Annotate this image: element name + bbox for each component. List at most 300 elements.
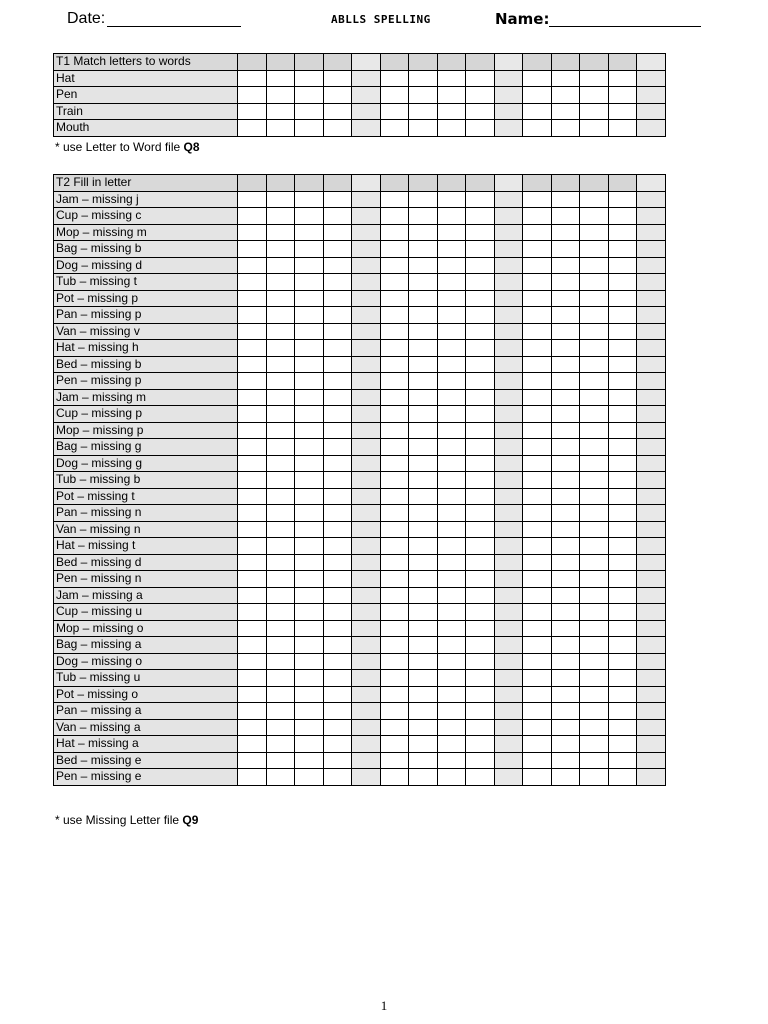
- tally-cell[interactable]: [466, 505, 495, 522]
- tally-cell[interactable]: [323, 587, 352, 604]
- tally-cell[interactable]: [352, 191, 381, 208]
- tally-cell[interactable]: [551, 769, 580, 786]
- tally-cell[interactable]: [380, 554, 409, 571]
- tally-cell[interactable]: [323, 637, 352, 654]
- tally-cell[interactable]: [295, 736, 324, 753]
- tally-cell[interactable]: [409, 103, 438, 120]
- tally-cell[interactable]: [238, 406, 267, 423]
- tally-cell[interactable]: [238, 472, 267, 489]
- tally-cell[interactable]: [466, 521, 495, 538]
- tally-cell[interactable]: [523, 103, 552, 120]
- tally-cell[interactable]: [352, 538, 381, 555]
- tally-cell[interactable]: [523, 686, 552, 703]
- tally-cell[interactable]: [580, 373, 609, 390]
- tally-cell[interactable]: [437, 208, 466, 225]
- tally-cell[interactable]: [580, 120, 609, 137]
- tally-cell[interactable]: [466, 455, 495, 472]
- tally-cell[interactable]: [323, 752, 352, 769]
- tally-cell[interactable]: [608, 191, 637, 208]
- tally-cell[interactable]: [523, 604, 552, 621]
- date-field-line[interactable]: [107, 26, 241, 27]
- tally-cell[interactable]: [266, 323, 295, 340]
- tally-cell[interactable]: [637, 290, 666, 307]
- tally-cell[interactable]: [380, 307, 409, 324]
- tally-cell[interactable]: [238, 587, 267, 604]
- tally-cell[interactable]: [637, 307, 666, 324]
- tally-cell[interactable]: [295, 719, 324, 736]
- tally-cell[interactable]: [608, 637, 637, 654]
- tally-cell[interactable]: [295, 769, 324, 786]
- tally-cell[interactable]: [580, 406, 609, 423]
- tally-cell[interactable]: [551, 208, 580, 225]
- tally-cell[interactable]: [323, 191, 352, 208]
- tally-cell[interactable]: [580, 719, 609, 736]
- tally-cell[interactable]: [523, 637, 552, 654]
- tally-cell[interactable]: [608, 439, 637, 456]
- tally-cell[interactable]: [494, 587, 523, 604]
- tally-cell[interactable]: [409, 120, 438, 137]
- tally-cell[interactable]: [352, 241, 381, 258]
- tally-cell[interactable]: [409, 736, 438, 753]
- tally-cell[interactable]: [380, 356, 409, 373]
- tally-cell[interactable]: [580, 70, 609, 87]
- tally-cell[interactable]: [523, 620, 552, 637]
- tally-cell[interactable]: [352, 340, 381, 357]
- tally-cell[interactable]: [551, 191, 580, 208]
- tally-cell[interactable]: [580, 736, 609, 753]
- tally-cell[interactable]: [238, 422, 267, 439]
- tally-cell[interactable]: [523, 422, 552, 439]
- tally-cell[interactable]: [380, 422, 409, 439]
- tally-cell[interactable]: [523, 307, 552, 324]
- tally-cell[interactable]: [238, 103, 267, 120]
- tally-cell[interactable]: [352, 439, 381, 456]
- tally-cell[interactable]: [266, 389, 295, 406]
- tally-cell[interactable]: [523, 752, 552, 769]
- tally-cell[interactable]: [494, 323, 523, 340]
- tally-cell[interactable]: [523, 257, 552, 274]
- tally-cell[interactable]: [580, 538, 609, 555]
- tally-cell[interactable]: [466, 208, 495, 225]
- tally-cell[interactable]: [608, 521, 637, 538]
- tally-cell[interactable]: [266, 274, 295, 291]
- tally-cell[interactable]: [238, 439, 267, 456]
- tally-cell[interactable]: [466, 373, 495, 390]
- tally-cell[interactable]: [551, 455, 580, 472]
- tally-cell[interactable]: [523, 208, 552, 225]
- tally-cell[interactable]: [409, 340, 438, 357]
- tally-cell[interactable]: [466, 670, 495, 687]
- tally-cell[interactable]: [295, 422, 324, 439]
- tally-cell[interactable]: [494, 241, 523, 258]
- tally-cell[interactable]: [323, 356, 352, 373]
- tally-cell[interactable]: [266, 604, 295, 621]
- tally-cell[interactable]: [238, 653, 267, 670]
- tally-cell[interactable]: [352, 422, 381, 439]
- tally-cell[interactable]: [352, 373, 381, 390]
- tally-cell[interactable]: [466, 439, 495, 456]
- tally-cell[interactable]: [466, 422, 495, 439]
- tally-cell[interactable]: [266, 752, 295, 769]
- tally-cell[interactable]: [352, 406, 381, 423]
- tally-cell[interactable]: [551, 257, 580, 274]
- tally-cell[interactable]: [380, 87, 409, 104]
- tally-cell[interactable]: [551, 488, 580, 505]
- tally-cell[interactable]: [580, 472, 609, 489]
- tally-cell[interactable]: [266, 87, 295, 104]
- tally-cell[interactable]: [580, 191, 609, 208]
- tally-cell[interactable]: [380, 505, 409, 522]
- tally-cell[interactable]: [266, 103, 295, 120]
- tally-cell[interactable]: [295, 103, 324, 120]
- tally-cell[interactable]: [580, 241, 609, 258]
- tally-cell[interactable]: [380, 191, 409, 208]
- tally-cell[interactable]: [295, 604, 324, 621]
- tally-cell[interactable]: [437, 340, 466, 357]
- tally-cell[interactable]: [523, 703, 552, 720]
- tally-cell[interactable]: [323, 422, 352, 439]
- tally-cell[interactable]: [352, 571, 381, 588]
- tally-cell[interactable]: [637, 488, 666, 505]
- tally-cell[interactable]: [637, 340, 666, 357]
- tally-cell[interactable]: [437, 422, 466, 439]
- tally-cell[interactable]: [437, 120, 466, 137]
- tally-cell[interactable]: [608, 488, 637, 505]
- tally-cell[interactable]: [637, 538, 666, 555]
- tally-cell[interactable]: [637, 670, 666, 687]
- tally-cell[interactable]: [266, 521, 295, 538]
- tally-cell[interactable]: [466, 571, 495, 588]
- tally-cell[interactable]: [266, 653, 295, 670]
- tally-cell[interactable]: [238, 505, 267, 522]
- tally-cell[interactable]: [608, 406, 637, 423]
- tally-cell[interactable]: [323, 257, 352, 274]
- tally-cell[interactable]: [637, 752, 666, 769]
- tally-cell[interactable]: [352, 257, 381, 274]
- tally-cell[interactable]: [238, 538, 267, 555]
- tally-cell[interactable]: [238, 274, 267, 291]
- tally-cell[interactable]: [437, 538, 466, 555]
- tally-cell[interactable]: [523, 323, 552, 340]
- tally-cell[interactable]: [295, 587, 324, 604]
- tally-cell[interactable]: [437, 455, 466, 472]
- tally-cell[interactable]: [409, 208, 438, 225]
- tally-cell[interactable]: [608, 719, 637, 736]
- tally-cell[interactable]: [494, 521, 523, 538]
- tally-cell[interactable]: [295, 208, 324, 225]
- tally-cell[interactable]: [523, 290, 552, 307]
- tally-cell[interactable]: [551, 224, 580, 241]
- tally-cell[interactable]: [295, 257, 324, 274]
- tally-cell[interactable]: [323, 389, 352, 406]
- tally-cell[interactable]: [637, 604, 666, 621]
- tally-cell[interactable]: [494, 488, 523, 505]
- tally-cell[interactable]: [466, 736, 495, 753]
- tally-cell[interactable]: [608, 472, 637, 489]
- tally-cell[interactable]: [437, 752, 466, 769]
- tally-cell[interactable]: [409, 538, 438, 555]
- tally-cell[interactable]: [295, 752, 324, 769]
- tally-cell[interactable]: [608, 274, 637, 291]
- tally-cell[interactable]: [238, 323, 267, 340]
- tally-cell[interactable]: [523, 538, 552, 555]
- tally-cell[interactable]: [551, 620, 580, 637]
- tally-cell[interactable]: [523, 769, 552, 786]
- tally-cell[interactable]: [637, 87, 666, 104]
- tally-cell[interactable]: [494, 637, 523, 654]
- tally-cell[interactable]: [295, 323, 324, 340]
- tally-cell[interactable]: [323, 571, 352, 588]
- tally-cell[interactable]: [352, 604, 381, 621]
- tally-cell[interactable]: [466, 70, 495, 87]
- tally-cell[interactable]: [380, 604, 409, 621]
- tally-cell[interactable]: [380, 208, 409, 225]
- tally-cell[interactable]: [437, 703, 466, 720]
- tally-cell[interactable]: [466, 719, 495, 736]
- tally-cell[interactable]: [352, 769, 381, 786]
- tally-cell[interactable]: [437, 224, 466, 241]
- tally-cell[interactable]: [238, 389, 267, 406]
- tally-cell[interactable]: [238, 488, 267, 505]
- tally-cell[interactable]: [466, 323, 495, 340]
- tally-cell[interactable]: [380, 455, 409, 472]
- tally-cell[interactable]: [238, 241, 267, 258]
- tally-cell[interactable]: [266, 257, 295, 274]
- tally-cell[interactable]: [380, 769, 409, 786]
- tally-cell[interactable]: [637, 736, 666, 753]
- tally-cell[interactable]: [409, 241, 438, 258]
- tally-cell[interactable]: [466, 686, 495, 703]
- tally-cell[interactable]: [295, 637, 324, 654]
- tally-cell[interactable]: [494, 389, 523, 406]
- tally-cell[interactable]: [608, 571, 637, 588]
- tally-cell[interactable]: [437, 620, 466, 637]
- tally-cell[interactable]: [608, 323, 637, 340]
- tally-cell[interactable]: [380, 241, 409, 258]
- tally-cell[interactable]: [523, 340, 552, 357]
- tally-cell[interactable]: [494, 653, 523, 670]
- tally-cell[interactable]: [494, 208, 523, 225]
- tally-cell[interactable]: [437, 521, 466, 538]
- tally-cell[interactable]: [352, 703, 381, 720]
- tally-cell[interactable]: [295, 488, 324, 505]
- tally-cell[interactable]: [637, 719, 666, 736]
- tally-cell[interactable]: [637, 637, 666, 654]
- tally-cell[interactable]: [523, 191, 552, 208]
- tally-cell[interactable]: [437, 323, 466, 340]
- tally-cell[interactable]: [637, 103, 666, 120]
- tally-cell[interactable]: [409, 455, 438, 472]
- tally-cell[interactable]: [266, 769, 295, 786]
- tally-cell[interactable]: [466, 356, 495, 373]
- tally-cell[interactable]: [608, 257, 637, 274]
- tally-cell[interactable]: [295, 406, 324, 423]
- tally-cell[interactable]: [608, 290, 637, 307]
- tally-cell[interactable]: [266, 439, 295, 456]
- tally-cell[interactable]: [437, 769, 466, 786]
- tally-cell[interactable]: [466, 554, 495, 571]
- tally-cell[interactable]: [466, 538, 495, 555]
- tally-cell[interactable]: [494, 604, 523, 621]
- tally-cell[interactable]: [380, 752, 409, 769]
- tally-cell[interactable]: [637, 224, 666, 241]
- tally-cell[interactable]: [551, 637, 580, 654]
- tally-cell[interactable]: [409, 571, 438, 588]
- tally-cell[interactable]: [409, 224, 438, 241]
- tally-cell[interactable]: [523, 670, 552, 687]
- tally-cell[interactable]: [380, 670, 409, 687]
- tally-cell[interactable]: [238, 604, 267, 621]
- tally-cell[interactable]: [437, 670, 466, 687]
- tally-cell[interactable]: [608, 356, 637, 373]
- tally-cell[interactable]: [637, 373, 666, 390]
- tally-cell[interactable]: [295, 389, 324, 406]
- tally-cell[interactable]: [494, 620, 523, 637]
- tally-cell[interactable]: [380, 389, 409, 406]
- tally-cell[interactable]: [608, 241, 637, 258]
- tally-cell[interactable]: [637, 274, 666, 291]
- tally-cell[interactable]: [608, 554, 637, 571]
- tally-cell[interactable]: [352, 224, 381, 241]
- tally-cell[interactable]: [266, 455, 295, 472]
- tally-cell[interactable]: [380, 257, 409, 274]
- tally-cell[interactable]: [437, 87, 466, 104]
- tally-cell[interactable]: [409, 769, 438, 786]
- tally-cell[interactable]: [637, 356, 666, 373]
- tally-cell[interactable]: [551, 274, 580, 291]
- tally-cell[interactable]: [238, 703, 267, 720]
- tally-cell[interactable]: [295, 87, 324, 104]
- tally-cell[interactable]: [409, 620, 438, 637]
- tally-cell[interactable]: [437, 686, 466, 703]
- tally-cell[interactable]: [352, 389, 381, 406]
- tally-cell[interactable]: [323, 406, 352, 423]
- tally-cell[interactable]: [437, 571, 466, 588]
- tally-cell[interactable]: [352, 87, 381, 104]
- tally-cell[interactable]: [580, 488, 609, 505]
- tally-cell[interactable]: [637, 208, 666, 225]
- tally-cell[interactable]: [494, 307, 523, 324]
- tally-cell[interactable]: [323, 538, 352, 555]
- tally-cell[interactable]: [551, 571, 580, 588]
- tally-cell[interactable]: [551, 703, 580, 720]
- tally-cell[interactable]: [637, 686, 666, 703]
- tally-cell[interactable]: [266, 290, 295, 307]
- tally-cell[interactable]: [380, 719, 409, 736]
- tally-cell[interactable]: [494, 736, 523, 753]
- tally-cell[interactable]: [295, 120, 324, 137]
- tally-cell[interactable]: [323, 241, 352, 258]
- tally-cell[interactable]: [323, 307, 352, 324]
- tally-cell[interactable]: [409, 439, 438, 456]
- tally-cell[interactable]: [437, 604, 466, 621]
- tally-cell[interactable]: [323, 703, 352, 720]
- tally-cell[interactable]: [323, 653, 352, 670]
- tally-cell[interactable]: [551, 719, 580, 736]
- tally-cell[interactable]: [352, 120, 381, 137]
- tally-cell[interactable]: [494, 191, 523, 208]
- tally-cell[interactable]: [637, 439, 666, 456]
- tally-cell[interactable]: [466, 103, 495, 120]
- tally-cell[interactable]: [523, 488, 552, 505]
- tally-cell[interactable]: [266, 472, 295, 489]
- tally-cell[interactable]: [637, 472, 666, 489]
- tally-cell[interactable]: [580, 274, 609, 291]
- tally-cell[interactable]: [238, 356, 267, 373]
- tally-cell[interactable]: [466, 191, 495, 208]
- tally-cell[interactable]: [295, 538, 324, 555]
- tally-cell[interactable]: [637, 241, 666, 258]
- tally-cell[interactable]: [323, 488, 352, 505]
- tally-cell[interactable]: [466, 340, 495, 357]
- tally-cell[interactable]: [295, 70, 324, 87]
- tally-cell[interactable]: [580, 455, 609, 472]
- tally-cell[interactable]: [238, 455, 267, 472]
- tally-cell[interactable]: [352, 208, 381, 225]
- tally-cell[interactable]: [494, 224, 523, 241]
- tally-cell[interactable]: [238, 340, 267, 357]
- tally-cell[interactable]: [466, 752, 495, 769]
- tally-cell[interactable]: [266, 406, 295, 423]
- tally-cell[interactable]: [637, 521, 666, 538]
- tally-cell[interactable]: [523, 120, 552, 137]
- tally-cell[interactable]: [409, 587, 438, 604]
- tally-cell[interactable]: [637, 191, 666, 208]
- tally-cell[interactable]: [437, 70, 466, 87]
- tally-cell[interactable]: [238, 208, 267, 225]
- tally-cell[interactable]: [551, 554, 580, 571]
- tally-cell[interactable]: [380, 340, 409, 357]
- tally-cell[interactable]: [238, 752, 267, 769]
- tally-cell[interactable]: [466, 769, 495, 786]
- tally-cell[interactable]: [323, 208, 352, 225]
- tally-cell[interactable]: [580, 356, 609, 373]
- tally-cell[interactable]: [494, 719, 523, 736]
- tally-cell[interactable]: [437, 191, 466, 208]
- tally-cell[interactable]: [238, 554, 267, 571]
- tally-cell[interactable]: [437, 389, 466, 406]
- tally-cell[interactable]: [238, 620, 267, 637]
- tally-cell[interactable]: [466, 406, 495, 423]
- tally-cell[interactable]: [466, 224, 495, 241]
- tally-cell[interactable]: [580, 653, 609, 670]
- tally-cell[interactable]: [437, 736, 466, 753]
- tally-cell[interactable]: [551, 587, 580, 604]
- tally-cell[interactable]: [295, 554, 324, 571]
- tally-cell[interactable]: [580, 208, 609, 225]
- tally-cell[interactable]: [551, 752, 580, 769]
- tally-cell[interactable]: [295, 505, 324, 522]
- tally-cell[interactable]: [437, 356, 466, 373]
- tally-cell[interactable]: [323, 505, 352, 522]
- tally-cell[interactable]: [494, 340, 523, 357]
- tally-cell[interactable]: [409, 257, 438, 274]
- tally-cell[interactable]: [409, 604, 438, 621]
- tally-cell[interactable]: [494, 505, 523, 522]
- tally-cell[interactable]: [380, 472, 409, 489]
- tally-cell[interactable]: [238, 637, 267, 654]
- tally-cell[interactable]: [608, 120, 637, 137]
- tally-cell[interactable]: [523, 653, 552, 670]
- tally-cell[interactable]: [352, 587, 381, 604]
- tally-cell[interactable]: [437, 488, 466, 505]
- tally-cell[interactable]: [437, 587, 466, 604]
- tally-cell[interactable]: [409, 373, 438, 390]
- tally-cell[interactable]: [352, 686, 381, 703]
- tally-cell[interactable]: [608, 736, 637, 753]
- tally-cell[interactable]: [266, 736, 295, 753]
- tally-cell[interactable]: [466, 703, 495, 720]
